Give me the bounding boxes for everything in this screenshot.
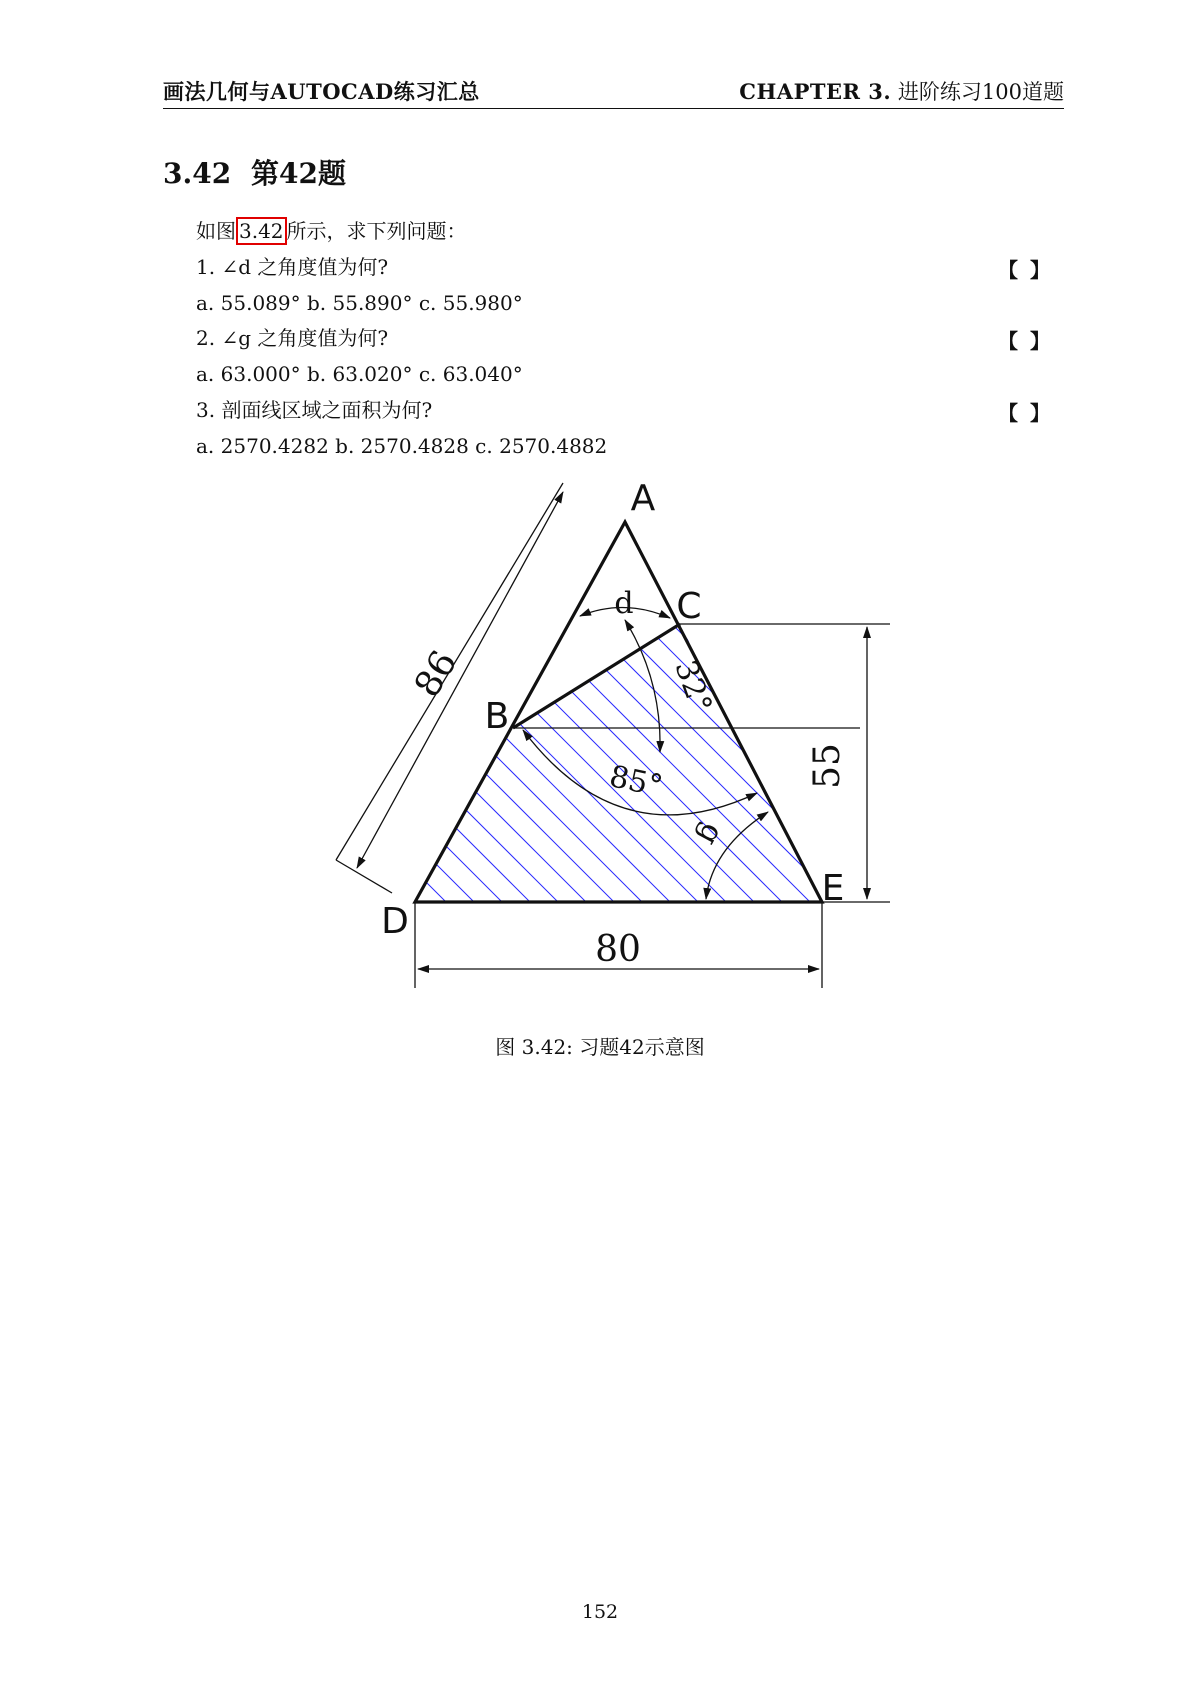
figure-ref-link[interactable]: 3.42 <box>236 217 287 245</box>
hatch-line <box>350 1030 900 1580</box>
triangle-ADE <box>415 522 822 902</box>
question-1-answer-box: 【】 <box>998 258 1062 282</box>
book-title: 画法几何与AUTOCAD练习汇总 <box>163 79 480 104</box>
question-2-options: a. 63.000° b. 63.020° c. 63.040° <box>196 362 523 386</box>
hatch-line <box>350 806 900 1356</box>
angle-g-arc <box>706 812 768 899</box>
figure-caption: 图 3.42: 习题42示意图 <box>495 1035 705 1059</box>
hatch-line <box>350 554 900 1104</box>
header-rule <box>163 108 1064 109</box>
question-1-options: a. 55.089° b. 55.890° c. 55.980° <box>196 291 523 315</box>
chapter-heading <box>739 76 1064 106</box>
angle-32-label: 32° <box>667 655 719 718</box>
hatch-line <box>350 722 900 1272</box>
page-number: 152 <box>581 1601 619 1623</box>
hatch-line <box>350 1114 900 1664</box>
hatch-line <box>350 890 900 1440</box>
hatch-line <box>350 638 900 1188</box>
extension-line-bottom <box>336 860 392 893</box>
section-title <box>163 152 346 192</box>
intro-text <box>196 218 467 244</box>
point-C-label: C <box>676 586 702 627</box>
chapter-title: 进阶练习100道题 <box>897 80 1064 104</box>
point-D-label: D <box>381 901 409 942</box>
hatch-line <box>350 946 900 1496</box>
segment-BC <box>513 624 680 728</box>
hatch-line <box>350 78 900 628</box>
hatch-line <box>350 918 900 1468</box>
dimension-55-label: 55 <box>807 743 848 789</box>
intro-suffix: 所示，求下列问题： <box>286 219 467 243</box>
intro-prefix: 如图 <box>196 219 236 243</box>
angle-85-label: 85° <box>606 759 666 805</box>
chapter-label: CHAPTER 3. <box>739 79 892 104</box>
hatch-line <box>350 834 900 1384</box>
question-3-options: a. 2570.4282 b. 2570.4828 c. 2570.4882 <box>196 434 608 458</box>
question-3-prompt: 3. 剖面线区域之面积为何? <box>196 398 433 422</box>
question-1-prompt: 1. ∠d 之角度值为何? <box>196 255 389 279</box>
hatch-line <box>350 1226 900 1696</box>
hatch-line <box>350 1086 900 1636</box>
hatch-line <box>350 274 900 824</box>
dimension-86-label: 86 <box>406 643 466 705</box>
angle-d-label: d <box>614 586 634 621</box>
question-2-prompt: 2. ∠g 之角度值为何? <box>196 326 389 350</box>
hatch-line <box>350 1002 900 1552</box>
dimension-80-label: 80 <box>595 929 641 970</box>
dimension-line-86 <box>357 492 563 868</box>
hatch-line <box>350 50 900 600</box>
question-2-answer-box: 【】 <box>998 329 1062 353</box>
point-A-label: A <box>630 478 656 519</box>
angle-g-label: g <box>690 817 731 852</box>
section-number: 3.42 <box>163 157 232 190</box>
hatch-line <box>350 1058 900 1608</box>
point-E-label: E <box>821 868 845 909</box>
point-B-label: B <box>484 696 510 737</box>
hatch-line <box>350 750 900 1300</box>
question-3-answer-box: 【】 <box>998 401 1062 425</box>
section-name: 第42题 <box>251 157 346 190</box>
